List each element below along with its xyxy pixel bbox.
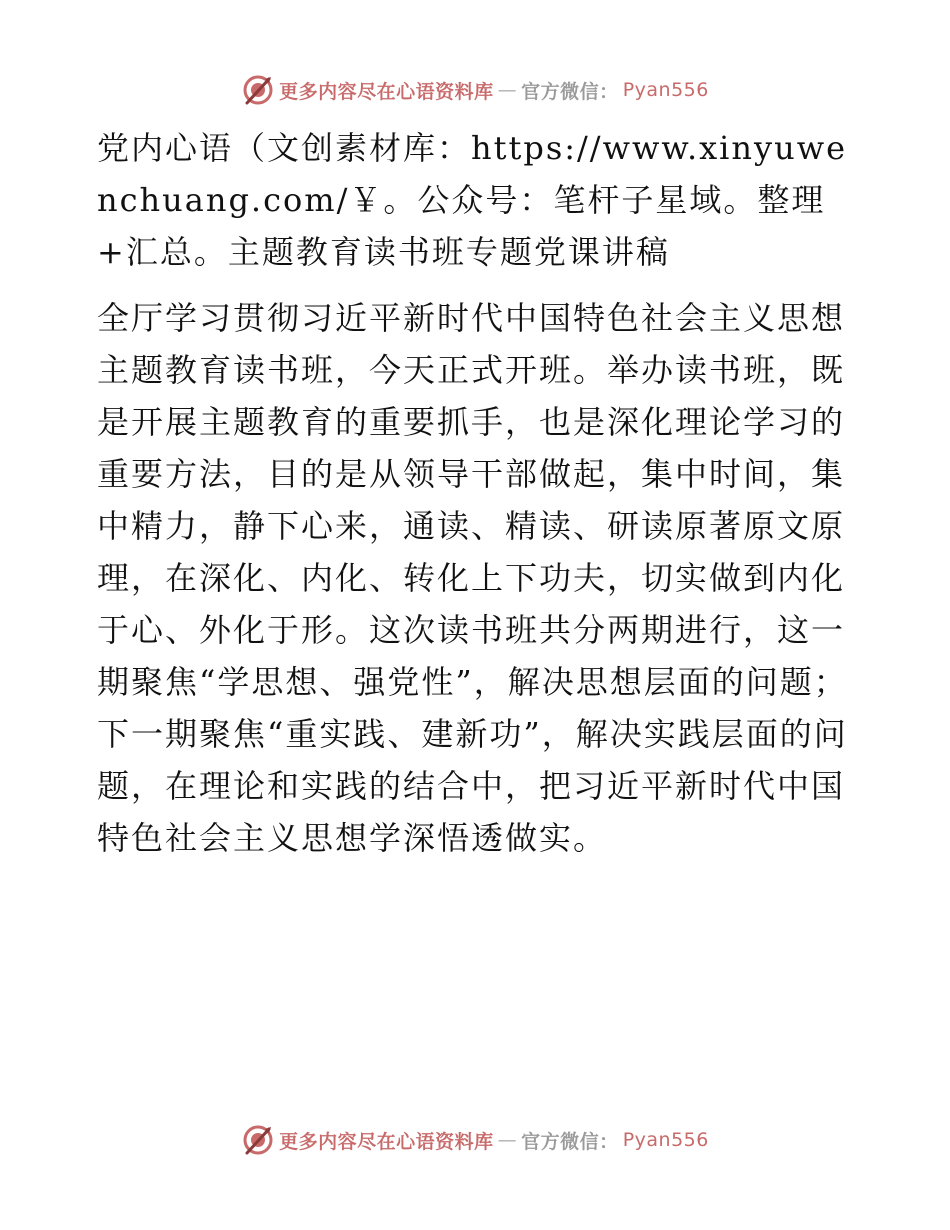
watermark-dash: — (497, 79, 518, 101)
watermark-brand: 更多内容尽在心语资料库 (279, 1130, 494, 1153)
watermark-group (241, 73, 709, 107)
document-body (97, 122, 857, 864)
quill-seal-logo-icon (241, 1123, 275, 1157)
watermark-id: Pyan556 (622, 79, 709, 101)
watermark-dash: — (497, 1129, 518, 1151)
title-paragraph: 党内心语（文创素材库：https://www.xinyuwenchuang.com/￥。公众号：笔杆子星域。整理+汇总。主题教育读书班专题党课讲稿 (97, 129, 848, 271)
watermark-brand: 更多内容尽在心语资料库 (279, 80, 494, 103)
watermark-id: Pyan556 (622, 1129, 709, 1151)
quill-seal-logo-icon (241, 73, 275, 107)
watermark-label: 官方微信： (521, 80, 619, 103)
footer-watermark (0, 1120, 950, 1160)
header-watermark (0, 70, 950, 110)
body-paragraph: 全厅学习贯彻习近平新时代中国特色社会主义思想主题教育读书班，今天正式开班。举办读书班，既是开展主题教育的重要抓手，也是深化理论学习的重要方法，目的是从领导干部做起，集中时间，集中精力，静下心来，通读、精读、研读原著原文原理，在深化、内化、转化上下功夫，切实做到内化于心、外化于形。这次读书班共分两期进行，这一期聚焦“学思想、强党性”，解决思想层面的问题；下一期聚焦“重实践、建新功”，解决实践层面的问题，在理论和实践的结合中，把习近平新时代中国特色社会主义思想学深悟透做实。 (97, 299, 848, 857)
watermark-label: 官方微信： (521, 1130, 619, 1153)
watermark-group (241, 1123, 709, 1157)
